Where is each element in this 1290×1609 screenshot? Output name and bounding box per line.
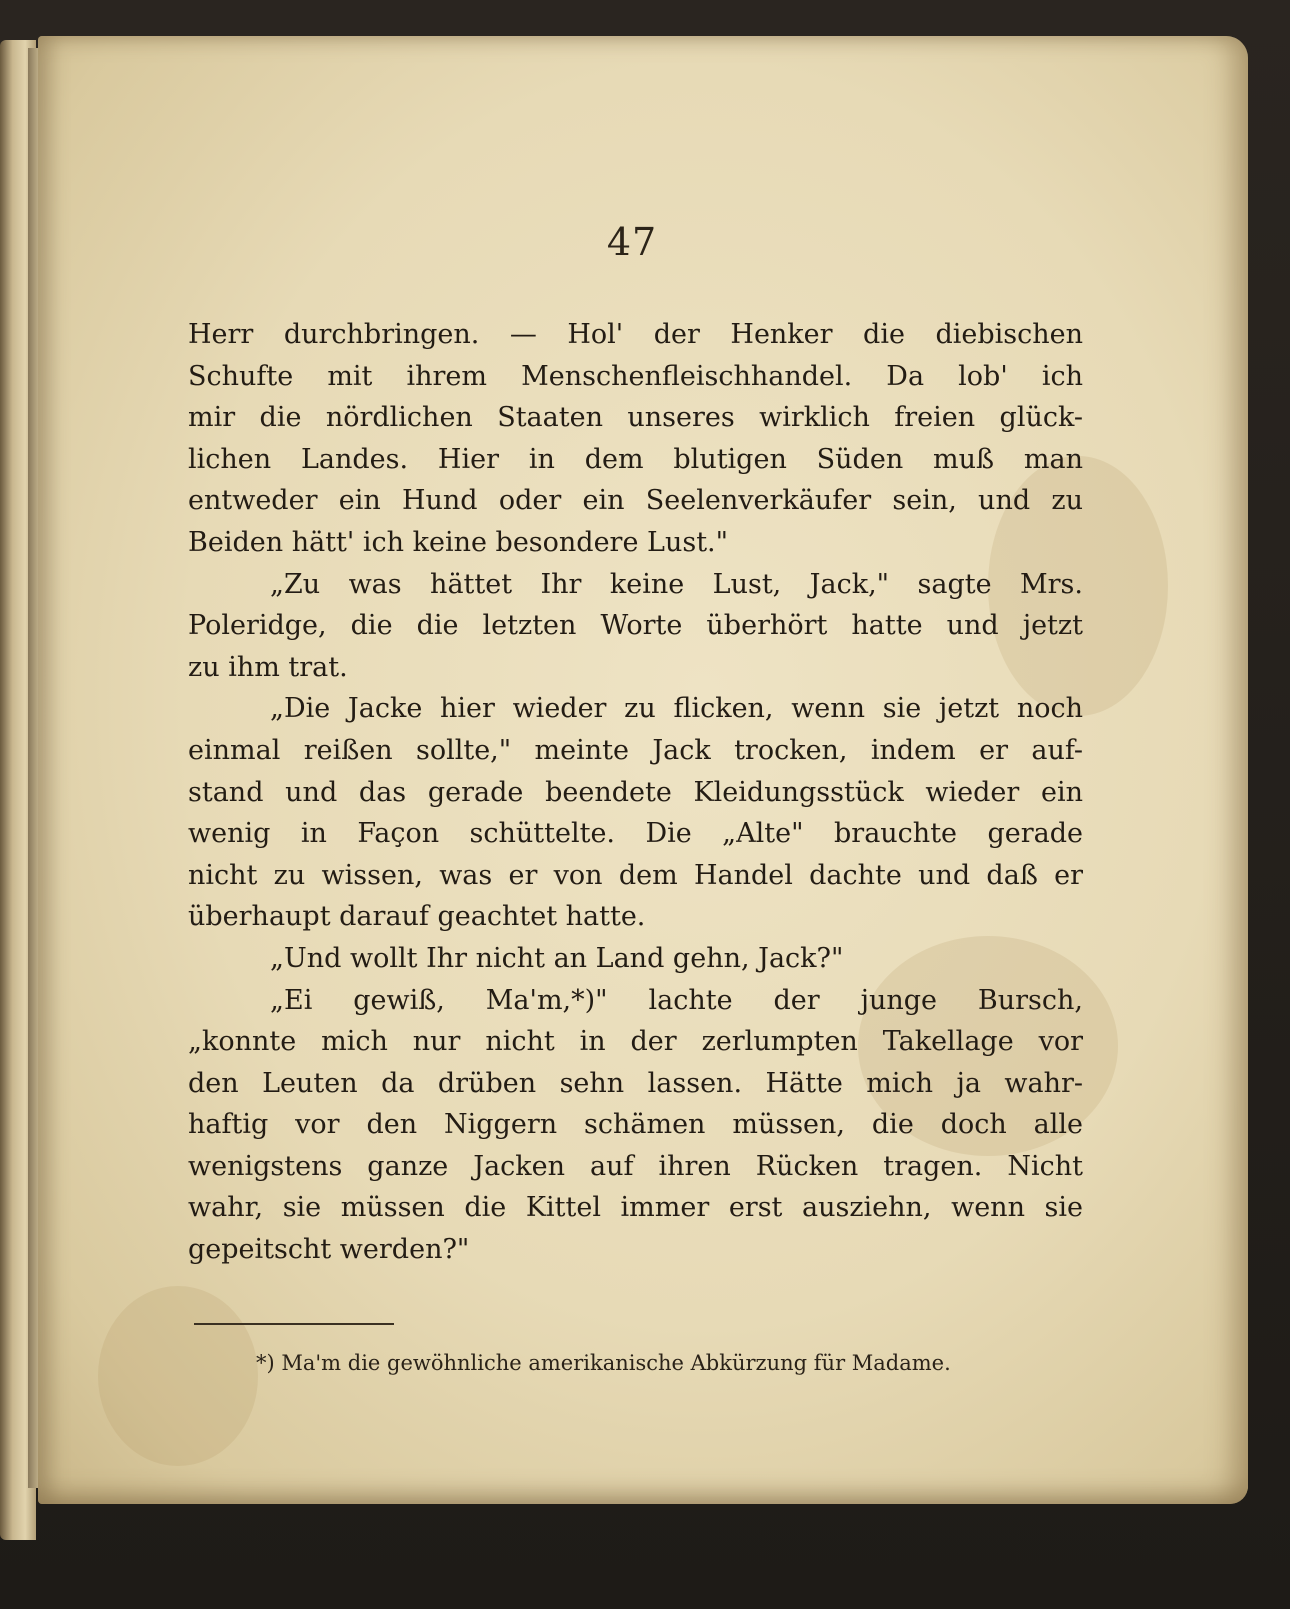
text-line: Poleridge, die die letzten Worte überhört hatte und jetzt: [188, 610, 1083, 642]
text-line: zu ihm trat.: [188, 651, 348, 683]
footnote: *) Ma'm die gewöhnliche amerikanische Abkürzung für Madame.: [256, 1351, 951, 1375]
text-line: mir die nördlichen Staaten unseres wirklich freien glück-: [188, 402, 1083, 434]
footnote-rule: [194, 1323, 394, 1325]
text-line: „Die Jacke hier wieder zu flicken, wenn sie jetzt noch: [270, 693, 1083, 725]
text-line: Beiden hätt' ich keine besondere Lust.": [188, 526, 729, 558]
text-line: Herr durchbringen. — Hol' der Henker die diebischen: [188, 319, 1083, 350]
text-line: einmal reißen sollte," meinte Jack trocken, indem er auf-: [188, 734, 1083, 766]
text-line: haftig vor den Niggern schämen müssen, die doch alle: [188, 1109, 1083, 1141]
text-line: lichen Landes. Hier in dem blutigen Süden muß man: [188, 443, 1083, 475]
text-line: überhaupt darauf geachtet hatte.: [188, 901, 646, 933]
text-line: stand und das gerade beendete Kleidungsstück wieder ein: [188, 776, 1083, 808]
text-line: „Zu was hättet Ihr keine Lust, Jack," sagte Mrs.: [270, 568, 1083, 600]
text-line: „Und wollt Ihr nicht an Land gehn, Jack?": [270, 942, 844, 974]
text-line: wahr, sie müssen die Kittel immer erst ausziehn, wenn sie: [188, 1192, 1083, 1224]
page-number: 47: [606, 220, 658, 264]
text-line: wenig in Façon schüttelte. Die „Alte" brauchte gerade: [188, 818, 1083, 850]
text-line: wenigstens ganze Jacken auf ihren Rücken tragen. Nicht: [188, 1150, 1083, 1182]
text-line: Schufte mit ihrem Menschenfleischhandel. Da lob' ich: [188, 360, 1083, 392]
text-line: entweder ein Hund oder ein Seelenverkäufer sein, und zu: [188, 485, 1083, 517]
text-line: gepeitscht werden?": [188, 1234, 470, 1266]
text-line: nicht zu wissen, was er von dem Handel dachte und daß er: [188, 859, 1083, 891]
text-line: „konnte mich nur nicht in der zerlumpten Takellage vor: [188, 1026, 1083, 1058]
text-line: den Leuten da drüben sehn lassen. Hätte mich ja wahr-: [188, 1067, 1083, 1099]
text-line: „Ei gewiß, Ma'm,*)" lachte der junge Bursch,: [270, 984, 1083, 1016]
body-text: [188, 314, 1083, 1271]
paper-stain: [98, 1286, 258, 1466]
book-page: [38, 36, 1248, 1504]
